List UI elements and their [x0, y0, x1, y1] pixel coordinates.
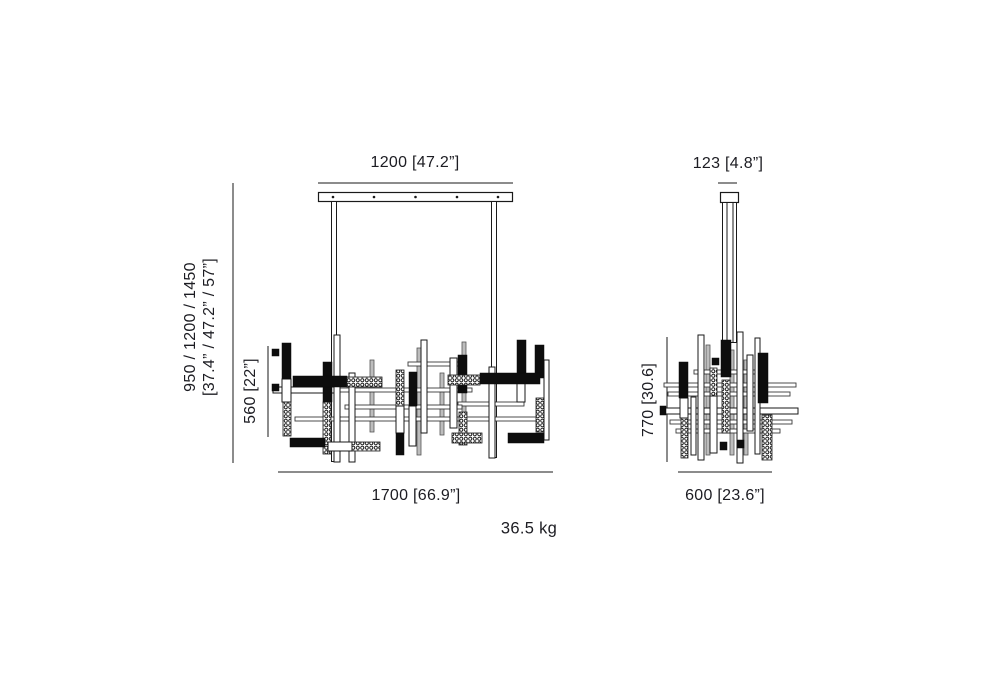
front-drop-heights-in: [37.4” / 47.2” / 57”]: [201, 258, 218, 396]
fixture-bar: [282, 379, 291, 402]
fixture-bar: [283, 402, 291, 436]
front-canopy-width-label: 1200 [47.2”]: [370, 154, 460, 171]
canopy-screw: [414, 196, 417, 199]
fixture-bar: [508, 433, 544, 443]
side-fixture-width-label: 600 [23.6”]: [685, 487, 765, 504]
fixture-bar: [347, 377, 382, 387]
side-view: [660, 183, 798, 472]
side-canopy-bar: [721, 193, 739, 203]
fixture-bar: [737, 440, 744, 448]
fixture-bar: [706, 345, 710, 455]
fixture-bar: [396, 433, 404, 455]
fixture-bar: [480, 373, 540, 384]
canopy-screw: [373, 196, 376, 199]
fixture-bar: [679, 362, 688, 398]
fixture-bar: [710, 396, 717, 453]
fixture-bar: [544, 360, 549, 440]
fixture-bar: [720, 442, 727, 450]
side-canopy-width-label: 123 [4.8”]: [692, 155, 764, 172]
fixture-bar: [680, 398, 688, 418]
front-body-height-label: 560 [22”]: [242, 358, 259, 424]
fixture-bar: [722, 380, 730, 433]
side-view-fixture-drawing: [660, 332, 798, 463]
fixture-bar: [448, 375, 480, 385]
fixture-bar: [450, 358, 457, 428]
canopy-screw: [456, 196, 459, 199]
fixture-bar: [396, 406, 404, 433]
fixture-bar: [758, 353, 768, 403]
fixture-bar: [681, 418, 688, 458]
fixture-bar: [293, 376, 347, 387]
side-suspension-rod: [723, 203, 737, 343]
fixture-bar: [272, 384, 279, 391]
fixture-bar: [409, 372, 417, 406]
canopy-screw: [332, 196, 335, 199]
front-view-fixture-drawing: [272, 335, 549, 462]
weight-label: 36.5 kg: [500, 519, 558, 538]
side-suspension-rods: [723, 203, 737, 343]
fixture-bar: [721, 340, 731, 377]
fixture-bar: [409, 406, 416, 446]
fixture-bar: [517, 340, 526, 378]
fixture-bar: [396, 370, 404, 406]
fixture-bar: [272, 349, 279, 356]
fixture-bar: [290, 438, 325, 447]
front-view: [233, 183, 553, 472]
fixture-bar: [762, 415, 772, 460]
fixture-bar: [295, 417, 543, 421]
front-drop-heights-label: [181, 258, 219, 396]
fixture-bar: [691, 397, 696, 455]
front-fixture-width-label: 1700 [66.9”]: [371, 487, 461, 504]
fixture-bar: [660, 406, 666, 415]
fixture-bar: [452, 433, 482, 443]
fixture-bar: [710, 368, 717, 396]
fixture-bar: [536, 398, 544, 432]
front-drop-heights-mm: 950 / 1200 / 1450: [182, 262, 199, 392]
fixture-bar: [747, 355, 753, 431]
fixture-bar: [328, 442, 352, 451]
fixture-bar: [698, 335, 704, 460]
front-canopy: [319, 193, 513, 202]
fixture-bar: [440, 373, 444, 435]
side-body-height-label: 770 [30.6]: [640, 362, 657, 438]
fixture-bar: [421, 340, 427, 433]
fixture-bar: [458, 355, 467, 393]
canopy-screw: [497, 196, 500, 199]
fixture-bar: [282, 343, 291, 379]
fixture-bar: [352, 442, 380, 451]
fixture-bar: [712, 358, 719, 365]
